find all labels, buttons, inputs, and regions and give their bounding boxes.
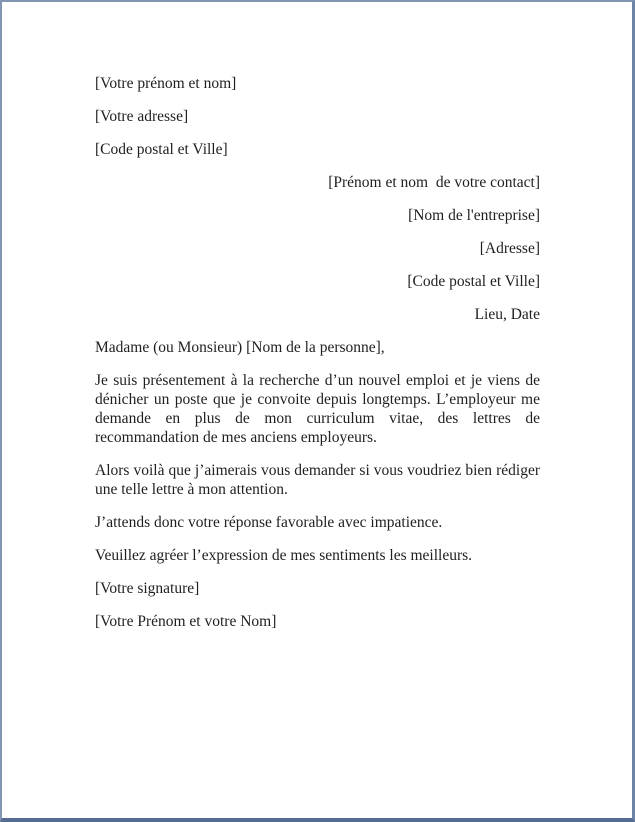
sender-address-line: [Votre adresse]: [95, 108, 189, 125]
sender-city-line: [Code postal et Ville]: [95, 141, 228, 158]
signature-placeholder: [Votre signature]: [95, 580, 200, 597]
recipient-company-line: [Nom de l'entreprise]: [408, 207, 540, 224]
body-paragraph: Veuillez agréer l’expression de mes sentiments les meilleurs.: [95, 547, 473, 564]
recipient-block: [95, 173, 540, 324]
body-paragraph: Je suis présentement à la recherche d’un nouvel emploi et je viens de dénicher un poste que je convoite depuis longtemps. L’employeur me demande en plus de mon curriculum vitae, des lettres de recommandation de mes anciens employeurs.: [95, 372, 540, 446]
signer-name-placeholder: [Votre Prénom et votre Nom]: [95, 613, 277, 630]
salutation: Madame (ou Monsieur) [Nom de la personne],: [95, 339, 385, 356]
sender-name-line: [Votre prénom et nom]: [95, 75, 237, 92]
sender-block: [95, 74, 540, 159]
recipient-city-line: [Code postal et Ville]: [407, 273, 540, 290]
signature-block: [95, 579, 540, 631]
body-paragraph: Alors voilà que j’aimerais vous demander si vous voudriez bien rédiger une telle lettre à mon attention.: [95, 462, 540, 498]
recipient-address-line: [Adresse]: [479, 240, 540, 257]
letter-body: [95, 371, 540, 565]
recipient-contact-line: [Prénom et nom de votre contact]: [328, 174, 540, 191]
body-paragraph: J’attends donc votre réponse favorable avec impatience.: [95, 514, 443, 531]
place-date-line: Lieu, Date: [474, 306, 540, 323]
